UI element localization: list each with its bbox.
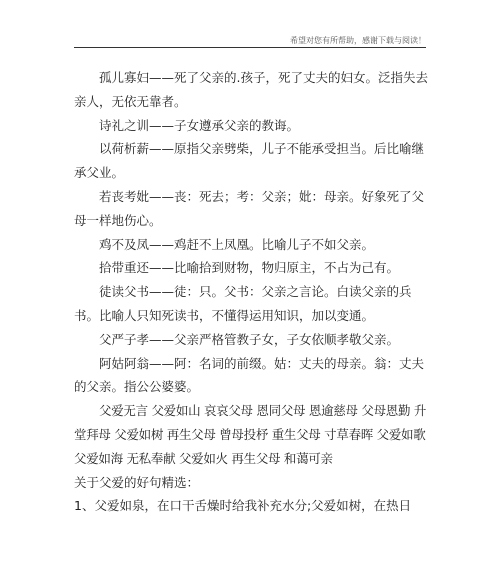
- paragraph-return-belt: 拾带重还——比喻拾到财物，物归原主，不占为己有。: [99, 260, 400, 276]
- paragraph-reading-books: 徒读父书——徒：只。父书：父亲之言论。白读父亲的兵书。比喻人只知死读书，不懂得运用知识，加以变通。: [74, 284, 412, 323]
- header-note: 希望对您有所帮助，感谢下载与阅读！: [290, 36, 426, 45]
- paragraph-section-heading: 关于父爱的好句精选：: [74, 474, 200, 490]
- paragraph-inherit-father: 以荷析薪——原指父亲劈柴，儿子不能承受担当。后比喻继承父业。: [74, 141, 425, 181]
- paragraph-strict-father: 父严子孝——父亲严格管教子女，子女依顺孝敬父亲。: [99, 331, 400, 347]
- paragraph-quote-1: 1、父爱如泉，在口干舌燥时给我补充水分;父爱如树，在热日: [74, 498, 412, 514]
- paragraph-chicken-phoenix: 鸡不及凤——鸡赶不上凤凰。比喻儿子不如父亲。: [99, 236, 375, 252]
- header-divider: [74, 47, 426, 48]
- paragraph-poetry-instruction: 诗礼之训——子女遵承父亲的教诲。: [99, 117, 300, 133]
- document-body: [74, 66, 428, 518]
- paragraph-idiom-list: 父爱无言 父爱如山 哀哀父母 恩同父母 恩逾慈母 父母恩勤 升堂拜母 父爱如树 再生父母 曾母投杼 重生父母 寸草春晖 父爱如歌 父爱如海 无私奉献 父爱如火 再生父母 和蔼可亲: [74, 403, 427, 466]
- paragraph-orphans: 孤儿寡妇——死了父亲的.孩子，死了丈夫的妇女。泛指失去亲人，无依无靠者。: [74, 70, 428, 109]
- paragraph-in-laws: 阿姑阿翁——阿：名词的前缀。姑：丈夫的母亲。翁：丈夫的父亲。指公公婆婆。: [74, 355, 425, 395]
- paragraph-mourning-parents: 若丧考妣——丧：死去；考：父亲；妣：母亲。好象死了父母一样地伤心。: [74, 188, 425, 228]
